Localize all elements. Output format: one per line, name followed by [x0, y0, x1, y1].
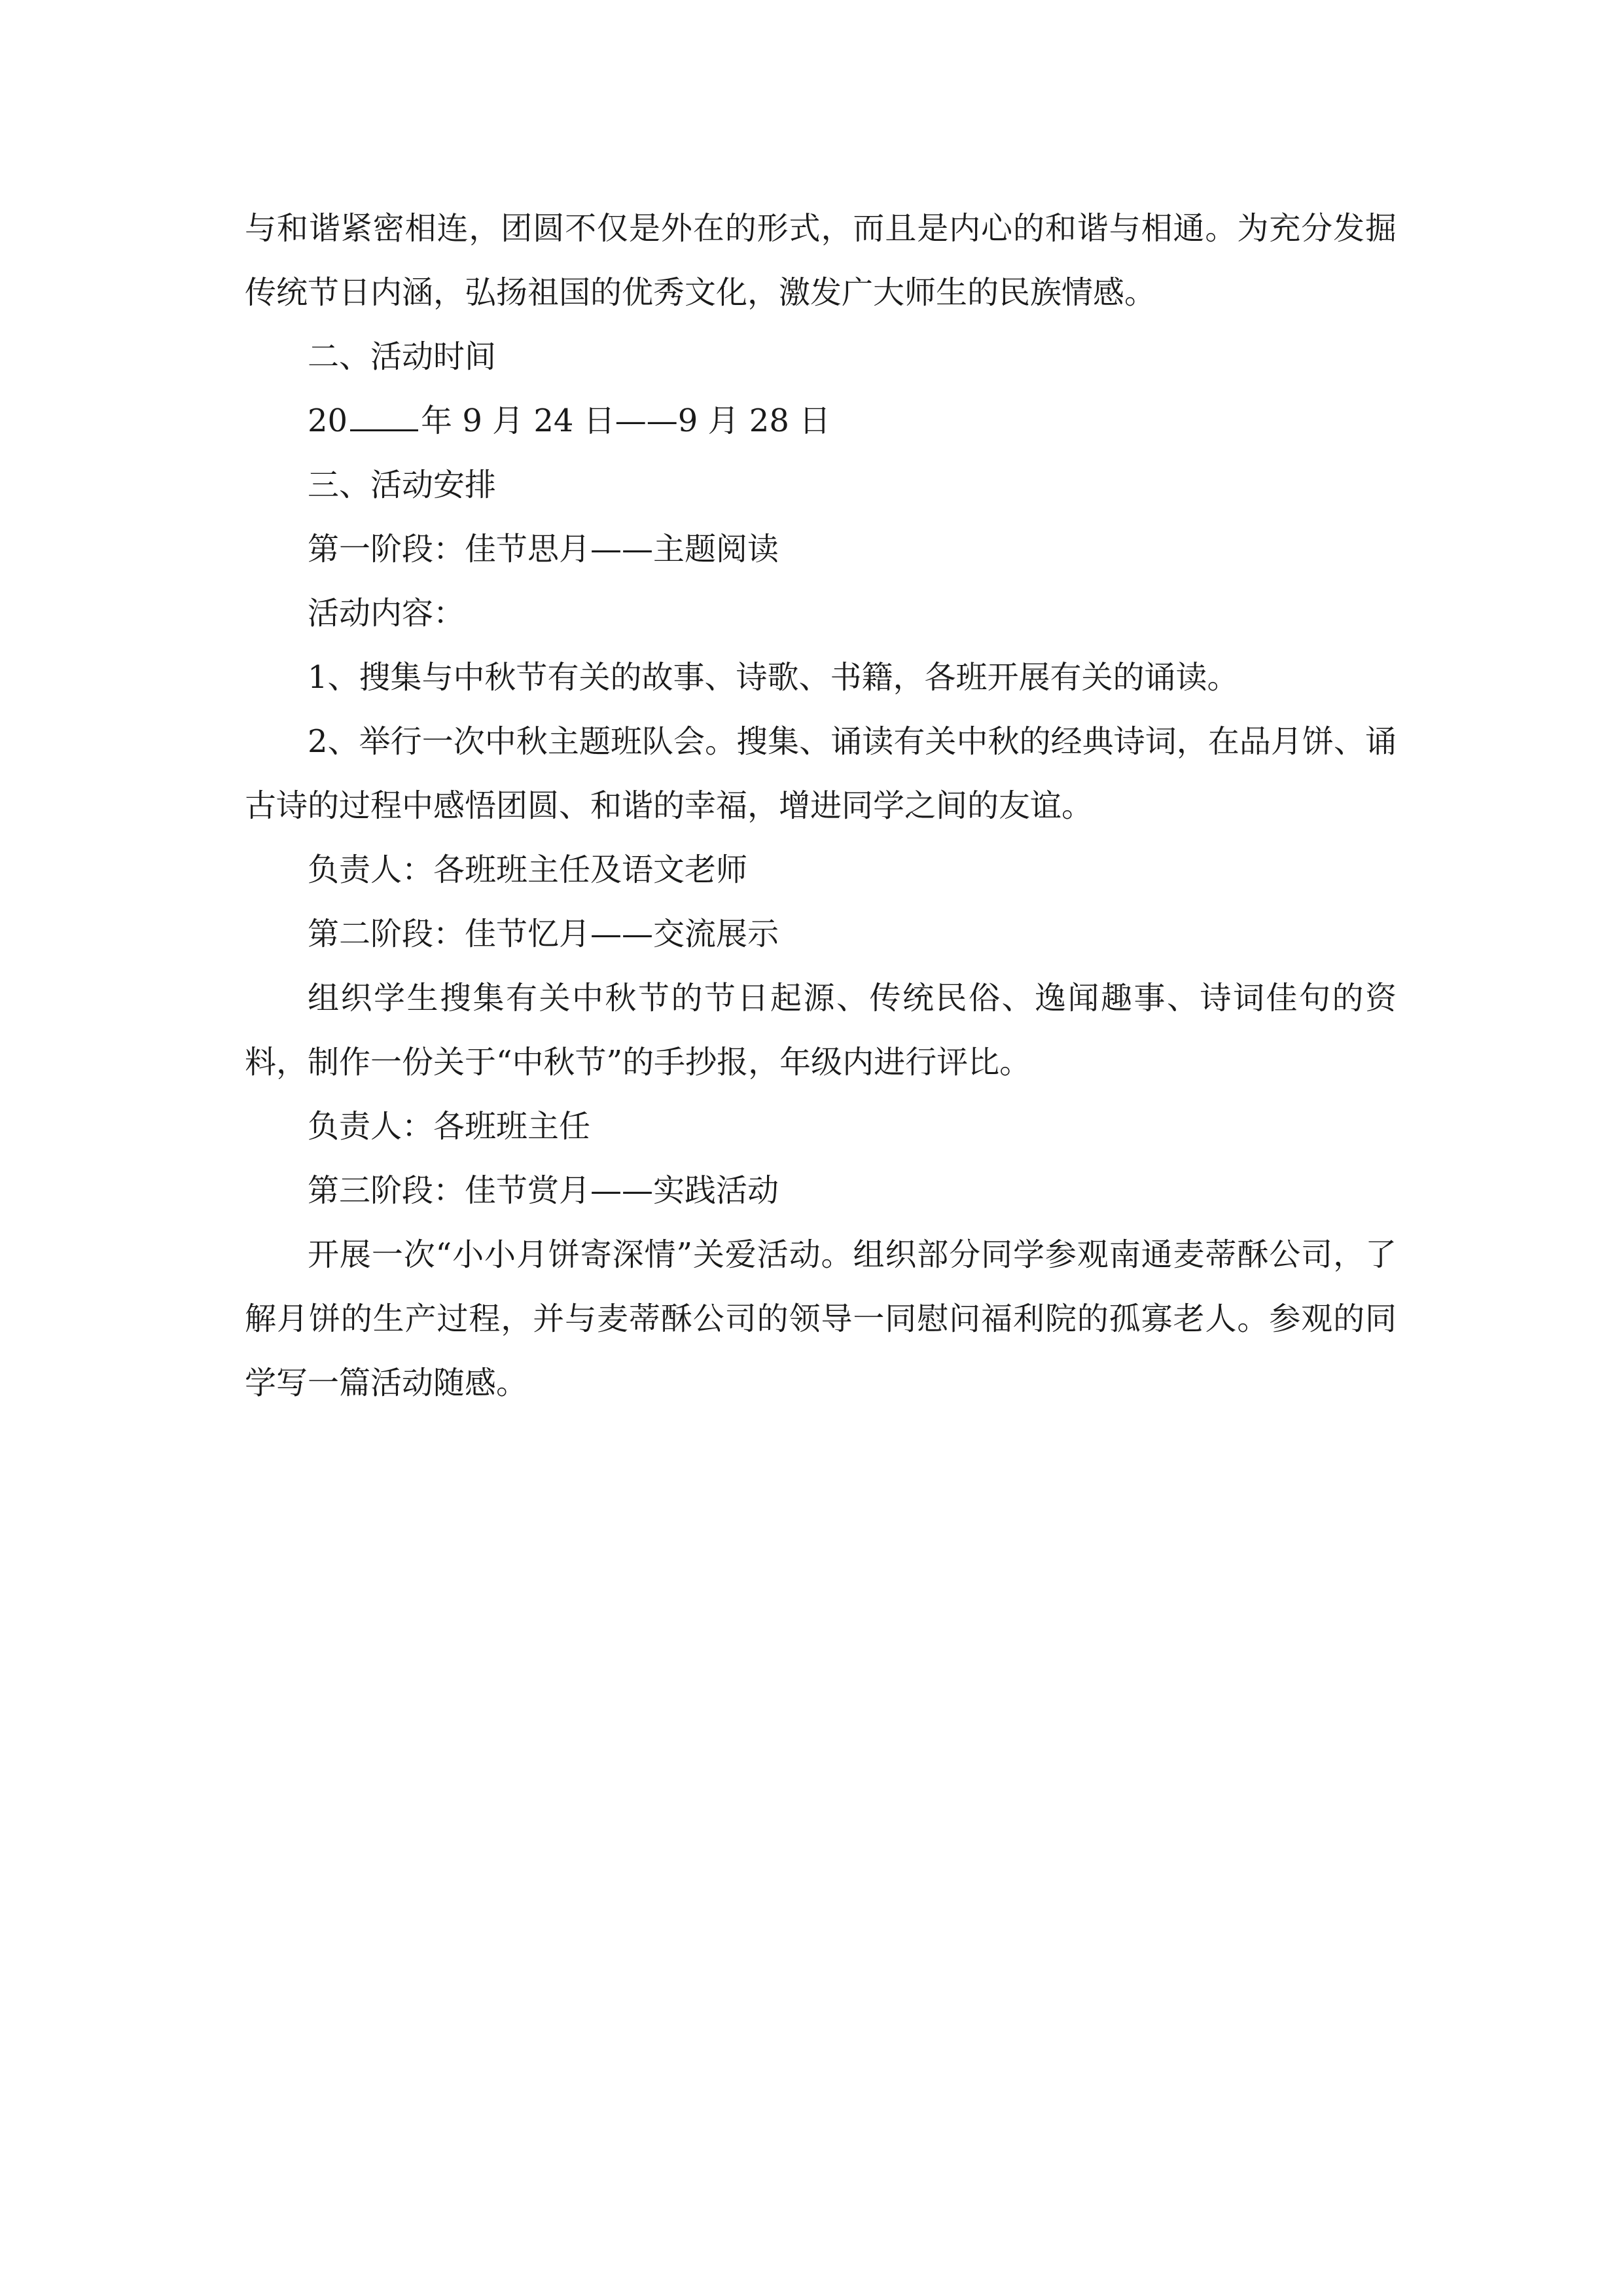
time-range: 年 9 月 24 日——9 月 28 日	[421, 403, 831, 439]
stage3-heading: 第三阶段：佳节赏月——实践活动	[308, 1172, 779, 1209]
stage1-item-1: 1、搜集与中秋节有关的故事、诗歌、书籍，各班开展有关的诵读。	[308, 659, 1239, 696]
activity-time	[245, 389, 1397, 453]
document-body	[245, 196, 1397, 1415]
stage2-owner: 负责人：各班班主任	[308, 1108, 591, 1145]
stage3-text: 开展一次“小小月饼寄深情”关爱活动。组织部分同学参观南通麦蒂酥公司，了解月饼的生产过程，并与麦蒂酥公司的领导一同慰问福利院的孤寡老人。参观的同学写一篇活动随感。	[245, 1236, 1397, 1401]
stage2-heading: 第二阶段：佳节忆月——交流展示	[308, 916, 779, 952]
year-blank-line	[350, 403, 418, 431]
stage1-owner: 负责人：各班班主任及语文老师	[308, 852, 748, 888]
stage1-item-2: 2、举行一次中秋主题班队会。搜集、诵读有关中秋的经典诗词，在品月饼、诵古诗的过程中感悟团圆、和谐的幸福，增进同学之间的友谊。	[245, 723, 1397, 824]
stage1-heading: 第一阶段：佳节思月——主题阅读	[308, 531, 779, 567]
time-year-prefix: 20	[308, 403, 348, 439]
section-heading-time: 二、活动时间	[308, 338, 497, 375]
section-heading-arrangement: 三、活动安排	[308, 467, 497, 503]
intro-paragraph: 与和谐紧密相连，团圆不仅是外在的形式，而且是内心的和谐与相通。为充分发掘传统节日内涵，弘扬祖国的优秀文化，激发广大师生的民族情感。	[245, 210, 1397, 311]
stage1-content-label: 活动内容：	[308, 595, 465, 632]
stage2-text: 组织学生搜集有关中秋节的节日起源、传统民俗、逸闻趣事、诗词佳句的资料，制作一份关于“中秋节”的手抄报，年级内进行评比。	[245, 980, 1397, 1081]
